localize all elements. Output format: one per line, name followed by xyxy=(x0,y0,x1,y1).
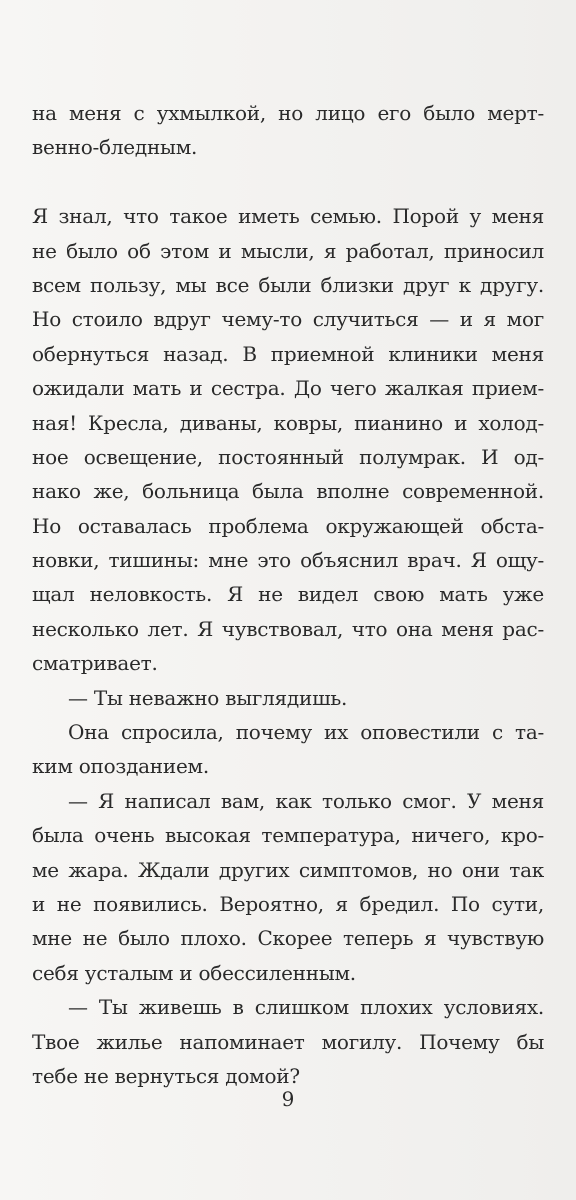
paragraph-gap xyxy=(32,165,544,199)
text-line: ким опозданием. xyxy=(32,754,209,779)
text-line: щал неловкость. Я не видел свою мать уже xyxy=(32,582,544,607)
dialogue-line: — Ты неважно выглядишь. xyxy=(68,685,348,710)
text-line: тебе не вернуться домой? xyxy=(32,1063,300,1088)
text-line: ная! Кресла, диваны, ковры, пианино и холод- xyxy=(32,410,544,435)
text-line: была очень высокая температура, ничего, кро- xyxy=(32,823,544,848)
text-line: Твое жилье напоминает могилу. Почему бы xyxy=(32,1029,544,1054)
dialogue-line: — Ты живешь в слишком плохих условиях. xyxy=(68,995,544,1020)
text-line: ме жара. Ждали других симптомов, но они так xyxy=(32,857,544,882)
text-line: не было об этом и мысли, я работал, приносил xyxy=(32,238,544,263)
text-line: на меня с ухмылкой, но лицо его было мерт- xyxy=(32,101,544,125)
text-line: Она спросила, почему их оповестили с та- xyxy=(68,720,544,745)
text-line: ное освещение, постоянный полумрак. И од- xyxy=(32,444,544,469)
text-line: нако же, больница была вполне современной. xyxy=(32,479,544,504)
text-line: венно-бледным. xyxy=(32,135,198,160)
text-line: новки, тишины: мне это объяснил врач. Я ощу- xyxy=(32,548,544,573)
page-number: 9 xyxy=(281,1087,295,1111)
text-line: Я знал, что такое иметь семью. Порой у меня xyxy=(32,204,544,229)
text-line: себя усталым и обессиленным. xyxy=(32,960,356,985)
text-line: мне не было плохо. Скорее теперь я чувствую xyxy=(32,926,544,951)
text-line: и не появились. Вероятно, я бредил. По сути, xyxy=(32,891,544,916)
text-line: обернуться назад. В приемной клиники меня xyxy=(32,341,544,366)
text-line: несколько лет. Я чувствовал, что она меня рас- xyxy=(32,616,544,641)
text-line: Но оставалась проблема окружающей обста- xyxy=(32,513,544,538)
text-line: сматривает. xyxy=(32,651,158,676)
text-line: ожидали мать и сестра. До чего жалкая прием- xyxy=(32,376,544,401)
text-line: всем пользу, мы все были близки друг к другу. xyxy=(32,272,544,297)
dialogue-line: — Я написал вам, как только смог. У меня xyxy=(68,788,544,813)
body-text xyxy=(32,96,544,1093)
text-line: Но стоило вдруг чему-то случиться — и я мог xyxy=(32,307,544,332)
